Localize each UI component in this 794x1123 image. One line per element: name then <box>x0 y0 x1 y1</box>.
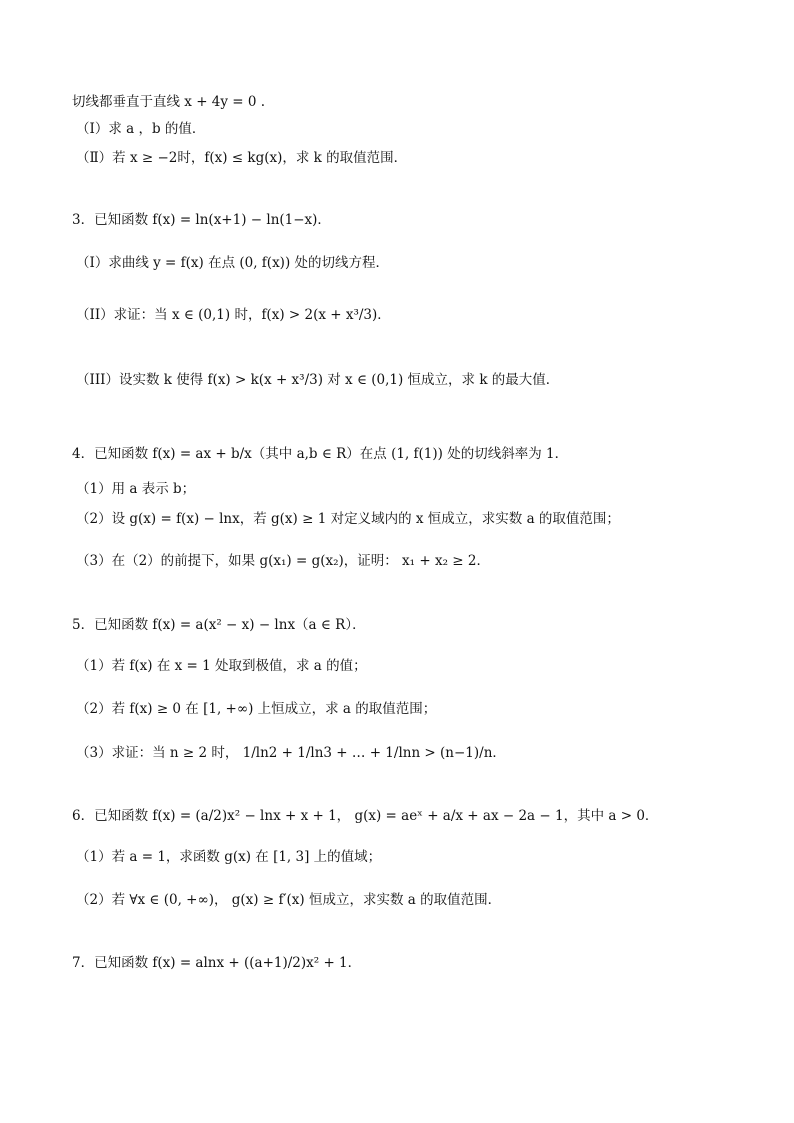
problem-4-stem: 4．已知函数 f(x) = ax + b/x（其中 a,b ∈ R）在点 (1, f(1)) 处的切线斜率为 1． <box>72 446 569 462</box>
problem-5-stem: 5．已知函数 f(x) = a(x² − x) − lnx（a ∈ R）． <box>72 617 366 633</box>
problem-7-stem: 7．已知函数 f(x) = alnx + ((a+1)/2)x² + 1． <box>72 955 362 971</box>
problem-4-part-1: （1）用 a 表示 b； <box>76 481 196 497</box>
problem-3-part-3: （III）设实数 k 使得 f(x) > k(x + x³/3) 对 x ∈ (0,1) 恒成立，求 k 的最大值． <box>76 372 560 388</box>
problem-2-part-2: （Ⅱ）若 x ≥ −2时，f(x) ≤ kg(x)，求 k 的取值范围． <box>76 150 408 166</box>
problem-5-part-2: （2）若 f(x) ≥ 0 在 [1, +∞) 上恒成立，求 a 的取值范围； <box>76 701 437 717</box>
problem-3-part-2: （II）求证：当 x ∈ (0,1) 时，f(x) > 2(x + x³/3)． <box>76 307 391 323</box>
problem-3-stem: 3．已知函数 f(x) = ln(x+1) − ln(1−x)． <box>72 212 331 228</box>
problem-2-stem-continuation: 切线都垂直于直线 x + 4y = 0 . <box>72 94 266 110</box>
problem-2-part-1: （Ⅰ）求 a ，b 的值． <box>76 121 206 137</box>
problem-5-part-1: （1）若 f(x) 在 x = 1 处取到极值，求 a 的值； <box>76 658 367 674</box>
problem-3-part-1: （I）求曲线 y = f(x) 在点 (0, f(x)) 处的切线方程． <box>76 255 390 271</box>
problem-4-part-2: （2）设 g(x) = f(x) − lnx，若 g(x) ≥ 1 对定义域内的 x 恒成立，求实数 a 的取值范围； <box>76 511 620 527</box>
problem-4-part-3: （3）在（2）的前提下，如果 g(x₁) = g(x₂)，证明： x₁ + x₂ ≥ 2． <box>76 553 490 569</box>
problem-6-part-2: （2）若 ∀x ∈ (0, +∞)， g(x) ≥ f′(x) 恒成立，求实数 a 的取值范围． <box>76 892 502 908</box>
problem-6-stem: 6．已知函数 f(x) = (a/2)x² − lnx + x + 1， g(x) = aeˣ + a/x + ax − 2a − 1，其中 a > 0． <box>72 808 659 824</box>
problem-6-part-1: （1）若 a = 1，求函数 g(x) 在 [1, 3] 上的值域； <box>76 849 382 865</box>
problem-5-part-3: （3）求证：当 n ≥ 2 时， 1/ln2 + 1/ln3 + … + 1/lnn > (n−1)/n． <box>76 745 506 761</box>
